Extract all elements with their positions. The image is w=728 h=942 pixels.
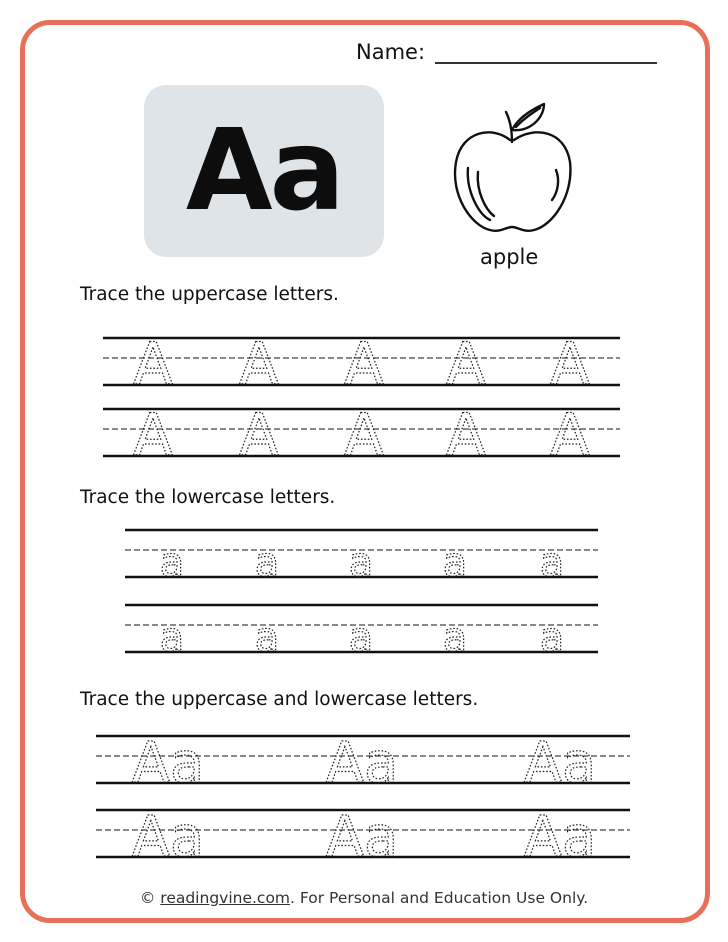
trace-letter: A	[344, 330, 384, 398]
trace-letter: A	[344, 401, 384, 469]
instruction-uppercase: Trace the uppercase letters.	[80, 284, 339, 305]
trace-letter: A	[550, 330, 590, 398]
trace-letter: a	[442, 615, 468, 661]
trace-letter: a	[539, 615, 565, 661]
trace-letter: a	[539, 540, 565, 586]
instruction-mixed: Trace the uppercase and lowercase letters.	[80, 689, 479, 710]
picture-word: apple	[480, 245, 539, 269]
footer-suffix: . For Personal and Education Use Only.	[290, 889, 589, 907]
trace-letter: a	[348, 615, 374, 661]
trace-letter: a	[254, 615, 280, 661]
trace-letter: A	[133, 401, 173, 469]
trace-letter: Aa	[131, 731, 205, 796]
featured-letter: Aa	[185, 106, 343, 236]
trace-letter: A	[239, 330, 279, 398]
trace-letter: a	[159, 615, 185, 661]
trace-letter: a	[159, 540, 185, 586]
instruction-lowercase: Trace the lowercase letters.	[80, 487, 336, 508]
trace-letter: a	[348, 540, 374, 586]
footer	[0, 889, 728, 907]
trace-letter: a	[442, 540, 468, 586]
trace-letter: Aa	[325, 805, 399, 870]
footer-link[interactable]: readingvine.com	[160, 889, 291, 907]
name-label: Name:	[356, 40, 426, 64]
trace-letter: A	[550, 401, 590, 469]
trace-letter: Aa	[131, 805, 205, 870]
trace-letter: A	[133, 330, 173, 398]
trace-letter: A	[446, 401, 486, 469]
trace-letter: A	[239, 401, 279, 469]
footer-prefix: ©	[139, 889, 161, 907]
trace-letter: Aa	[523, 731, 597, 796]
trace-letter: Aa	[523, 805, 597, 870]
trace-letter: A	[446, 330, 486, 398]
trace-letter: a	[254, 540, 280, 586]
trace-letter: Aa	[325, 731, 399, 796]
